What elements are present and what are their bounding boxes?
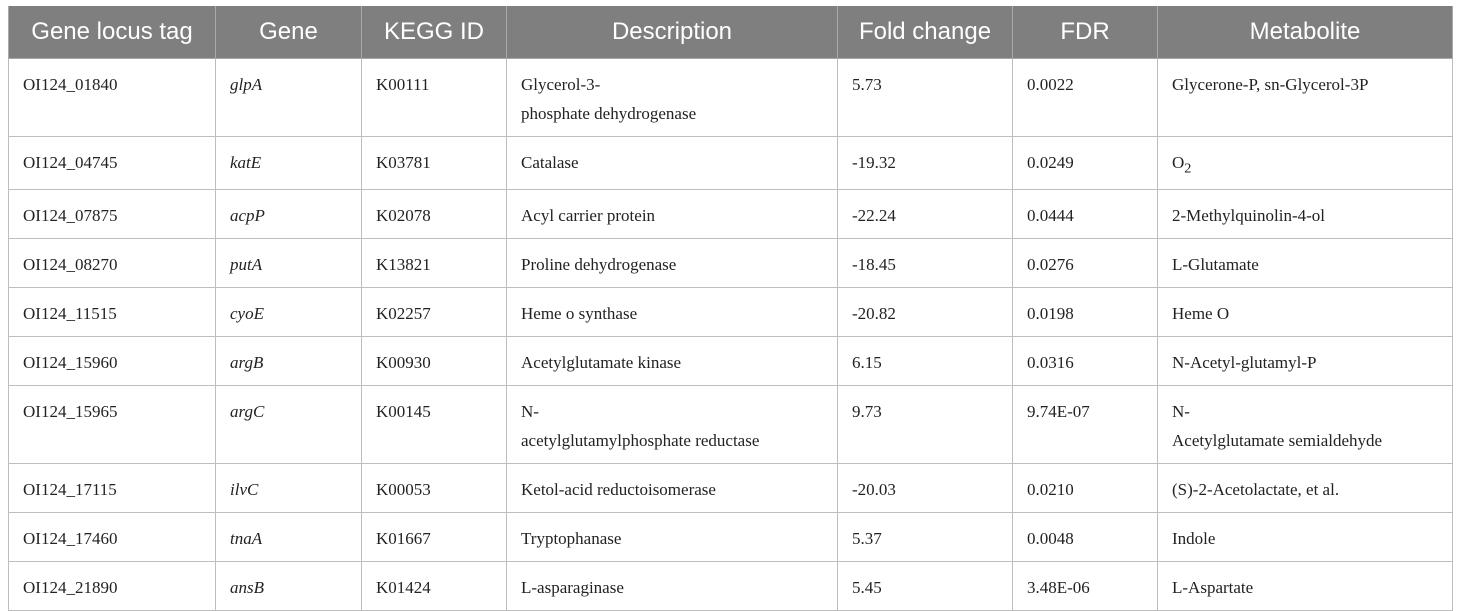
cell-kegg: K01667 (362, 513, 507, 562)
cell-kegg: K00930 (362, 337, 507, 386)
cell-description: Acetylglutamate kinase (507, 337, 838, 386)
cell-locus: OI124_15965 (9, 386, 216, 464)
header-row (9, 6, 1453, 59)
table-row (9, 137, 1453, 190)
cell-gene: putA (216, 239, 362, 288)
table-row (9, 337, 1453, 386)
cell-gene: tnaA (216, 513, 362, 562)
cell-fdr: 0.0048 (1013, 513, 1158, 562)
table-row (9, 288, 1453, 337)
cell-description (507, 386, 838, 464)
cell-metabolite: (S)-2-Acetolactate, et al. (1158, 464, 1453, 513)
cell-fdr: 0.0276 (1013, 239, 1158, 288)
cell-description: Tryptophanase (507, 513, 838, 562)
cell-metabolite: L-Glutamate (1158, 239, 1453, 288)
cell-gene: glpA (216, 59, 362, 137)
description-line: phosphate dehydrogenase (521, 104, 697, 123)
cell-fold-change: -19.32 (838, 137, 1013, 190)
metabolite-subscript: 2 (1184, 160, 1192, 177)
description-line: Glycerol-3- (521, 75, 601, 94)
cell-metabolite: Indole (1158, 513, 1453, 562)
cell-kegg: K02257 (362, 288, 507, 337)
cell-gene: argC (216, 386, 362, 464)
table-row (9, 464, 1453, 513)
cell-fdr: 0.0198 (1013, 288, 1158, 337)
cell-kegg: K00111 (362, 59, 507, 137)
table-row (9, 59, 1453, 137)
cell-metabolite: 2-Methylquinolin-4-ol (1158, 190, 1453, 239)
cell-locus: OI124_01840 (9, 59, 216, 137)
table-row (9, 513, 1453, 562)
cell-locus: OI124_17460 (9, 513, 216, 562)
cell-fold-change: -22.24 (838, 190, 1013, 239)
cell-metabolite (1158, 386, 1453, 464)
cell-locus: OI124_21890 (9, 562, 216, 611)
cell-fdr: 0.0444 (1013, 190, 1158, 239)
cell-fold-change: -18.45 (838, 239, 1013, 288)
cell-metabolite: Glycerone-P, sn-Glycerol-3P (1158, 59, 1453, 137)
gene-table (8, 6, 1453, 611)
header-gene-locus-tag: Gene locus tag (9, 6, 216, 59)
cell-kegg: K02078 (362, 190, 507, 239)
table-row (9, 386, 1453, 464)
cell-metabolite (1158, 137, 1453, 190)
cell-fold-change: 5.73 (838, 59, 1013, 137)
description-line: N- (521, 402, 539, 422)
cell-gene: ansB (216, 562, 362, 611)
header-fold-change: Fold change (838, 6, 1013, 59)
metabolite-line: N- (1172, 402, 1190, 422)
cell-locus: OI124_04745 (9, 137, 216, 190)
cell-gene: katE (216, 137, 362, 190)
cell-kegg: K03781 (362, 137, 507, 190)
cell-description: Proline dehydrogenase (507, 239, 838, 288)
cell-fold-change: 5.45 (838, 562, 1013, 611)
cell-fdr: 0.0210 (1013, 464, 1158, 513)
header-metabolite: Metabolite (1158, 6, 1453, 59)
cell-fdr: 9.74E-07 (1013, 386, 1158, 464)
metabolite-line: Acetylglutamate semialdehyde (1172, 431, 1383, 451)
cell-fdr: 3.48E-06 (1013, 562, 1158, 611)
cell-kegg: K00145 (362, 386, 507, 464)
header-description: Description (507, 6, 838, 59)
cell-gene: ilvC (216, 464, 362, 513)
cell-description: Acyl carrier protein (507, 190, 838, 239)
table-row (9, 239, 1453, 288)
cell-metabolite: L-Aspartate (1158, 562, 1453, 611)
cell-kegg: K01424 (362, 562, 507, 611)
header-kegg-id: KEGG ID (362, 6, 507, 59)
cell-locus: OI124_15960 (9, 337, 216, 386)
cell-description: Heme o synthase (507, 288, 838, 337)
cell-fold-change: -20.82 (838, 288, 1013, 337)
cell-metabolite: N-Acetyl-glutamyl-P (1158, 337, 1453, 386)
header-fdr: FDR (1013, 6, 1158, 59)
metabolite-formula: O (1172, 153, 1185, 172)
cell-kegg: K00053 (362, 464, 507, 513)
cell-fold-change: 6.15 (838, 337, 1013, 386)
cell-description: Catalase (507, 137, 838, 190)
cell-fdr: 0.0316 (1013, 337, 1158, 386)
description-line: acetylglutamylphosphate reductase (521, 431, 760, 451)
cell-gene: cyoE (216, 288, 362, 337)
cell-locus: OI124_17115 (9, 464, 216, 513)
cell-description (507, 59, 838, 137)
cell-fdr: 0.0022 (1013, 59, 1158, 137)
cell-fold-change: 9.73 (838, 386, 1013, 464)
cell-fdr: 0.0249 (1013, 137, 1158, 190)
cell-locus: OI124_07875 (9, 190, 216, 239)
cell-description: L-asparaginase (507, 562, 838, 611)
cell-gene: argB (216, 337, 362, 386)
cell-locus: OI124_08270 (9, 239, 216, 288)
table-row (9, 562, 1453, 611)
cell-description: Ketol-acid reductoisomerase (507, 464, 838, 513)
cell-kegg: K13821 (362, 239, 507, 288)
cell-fold-change: -20.03 (838, 464, 1013, 513)
header-gene: Gene (216, 6, 362, 59)
cell-fold-change: 5.37 (838, 513, 1013, 562)
cell-locus: OI124_11515 (9, 288, 216, 337)
table-row (9, 190, 1453, 239)
cell-metabolite: Heme O (1158, 288, 1453, 337)
cell-gene: acpP (216, 190, 362, 239)
